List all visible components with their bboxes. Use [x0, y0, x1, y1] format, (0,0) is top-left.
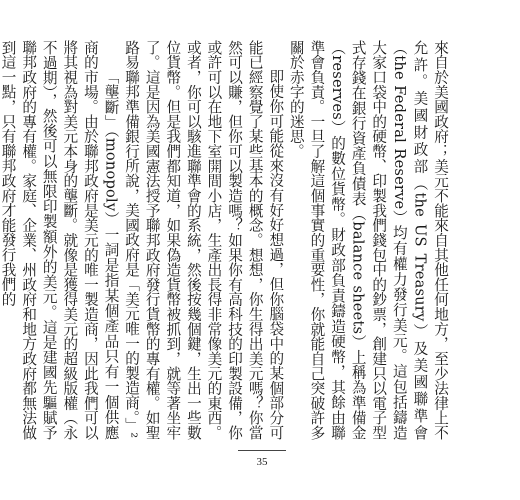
page-number: 35 [256, 456, 268, 468]
paragraph: 即使你可能從來沒有好好想過，但你腦袋中的某個部分可能已經察覺了某些基本的概念。想想，你生得出美元嗎？你當然可以賺，但你可以製造嗎？如果你有高科技的印製設備，你或許可以在地下室開間小店，生產出長得非常像美元的東西。或者，你可以駭進聯準會的系統，然後按幾個鍵，生出一些數位貨幣。但是我們都知道，如果偽造貨幣被抓到，就等著坐牢了。這是因為美國憲法授予聯邦政府發行貨幣的專有權。如聖路易聯邦準備銀行所說，美國政府是「美元唯一的製造商。」² [123, 40, 285, 440]
body-text [0, 40, 450, 440]
paragraph: 來自於美國政府；美元不能來自其他任何地方，至少法律上不允許。美國財政部（the US Treasury）及美國聯準會（the Federal Reserve）均有權力發行美元。這包括鑄造大家口袋中的硬幣、印製我們錢包中的鈔票，創建只以電子型式存錢在銀行資產負債表（balance sheets）上稱為準備金（reserves）的數位貨幣。財政部負責鑄造硬幣，其餘由聯準會負責。一旦了解這個事實的重要性，你就能自己突破許多關於赤字的迷思。 [287, 40, 449, 440]
paragraph: 「壟斷」（monopoly）一詞是指某個產品只有一個供應商的市場。由於聯邦政府是美元的唯一製造商，因此我們可以將其視為對美元本身的壟斷。就像是獲得美元的超級版權（永不過期），然後可以無限印製額外的美元。這是建國先驅賦予聯邦政府的專有權。家庭、企業、州政府和地方政府都無法做到這一點，只有聯邦政府才能發行我們的 [0, 40, 120, 440]
page-number-rule [238, 450, 286, 451]
